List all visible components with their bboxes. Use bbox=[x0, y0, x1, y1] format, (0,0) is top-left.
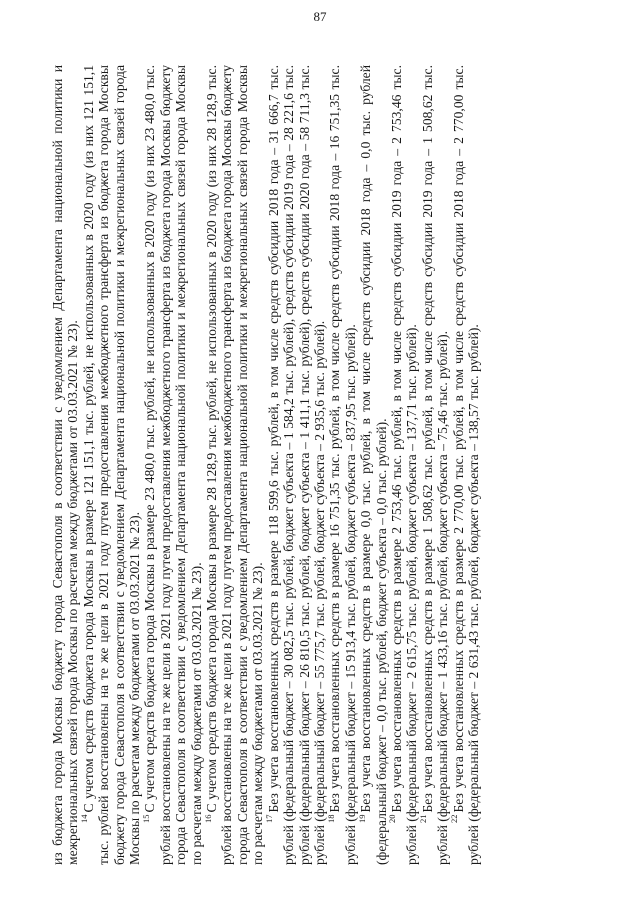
footnote-marker: 16 bbox=[202, 814, 213, 823]
footnote-17 bbox=[266, 65, 328, 865]
footnote-text: Без учета восстановленных средств в размере 2 753,46 тыс. рублей, в том числе средств субсидии 2019 года – 2 753,46 тыс. рублей (федеральный бюджет – 2 615,75 тыс. рублей, бюджет субъекта – 137,71 тыс. рублей). bbox=[388, 65, 420, 865]
footnote-marker: 17 bbox=[264, 814, 275, 823]
footnote-21 bbox=[420, 65, 451, 865]
footnote-22 bbox=[451, 65, 482, 865]
footnote-marker: 22 bbox=[449, 814, 460, 823]
footnote-marker: 19 bbox=[356, 814, 367, 823]
footnote-text: Без учета восстановленных средств в размере 16 751,35 тыс. рублей, в том числе средств субсидии 2018 года – 16 751,35 тыс. рублей (федеральный бюджет – 15 913,4 тыс. рублей, бюджет субъекта – 837,95 тыс. рублей). bbox=[327, 65, 358, 865]
footnote-text: Без учета восстановленных средств в размере 118 599,6 тыс. рублей, в том числе средств субсидии 2018 года – 31 666,7 тыс. рублей (федеральный бюджет – 30 082,5 тыс. рублей, бюджет субъекта – 1 584,2 тыс. рублей), средств субсидии 2019 года – 28 221,6 тыс. рублей (федеральный бюджет – 26 810,5 тыс. рублей, бюджет субъекта – 1 411,1 тыс. рублей), средств субсидии 2020 года – 58 711,3 тыс. рублей (федеральный бюджет – 55 775,7 тыс. рублей, бюджет субъекта – 2 935,6 тыс. рублей). bbox=[265, 65, 327, 865]
footnote-text: С учетом средств бюджета города Москвы в размере 28 128,9 тыс. рублей, не использованных в 2020 году (из них 28 128,9 тыс. рублей восстановлены на те же цели в 2021 году путем предоставления межбюджетного трансферта из бюджета города Москвы бюджету города Севастополя в соответствии с уведомлением Департамента национальной политики и межрегиональных связей города Москвы по расчетам между бюджетами от 03.03.2021 № 23). bbox=[204, 65, 266, 865]
footnote-marker: 15 bbox=[140, 814, 151, 823]
footnote-marker: 14 bbox=[79, 814, 90, 823]
footnote-text: из бюджета города Москвы бюджету города Севастополя в соответствии с уведомлением Департамента национальной политики и межрегиональных связей города Москвы по расчетам между бюджетами от 03.03.2021 № 23). bbox=[50, 65, 81, 865]
footnote-text: С учетом средств бюджета города Москвы в размере 121 151,1 тыс. рублей, не использованных в 2020 году (из них 121 151,1 тыс. рублей восстановлены на те же цели в 2021 году путем предоставления межбюджетного трансферта из бюджета города Москвы бюджету города Севастополя в соответствии с уведомлением Департамента национальной политики и межрегиональных связей города Москвы по расчетам между бюджетами от 03.03.2021 № 23). bbox=[80, 65, 143, 865]
footnote-marker: 21 bbox=[418, 814, 429, 823]
footnote-text: Без учета восстановленных средств в размере 2 770,00 тыс. рублей, в том числе средств субсидии 2018 года – 2 770,00 тыс. рублей (федеральный бюджет – 2 631,43 тыс. рублей, бюджет субъекта – 138,57 тыс. рублей). bbox=[450, 65, 481, 865]
footnotes-block bbox=[50, 65, 590, 865]
footnote-0 bbox=[50, 65, 81, 865]
footnote-text: Без учета восстановленных средств в размере 0,0 тыс. рублей, в том числе средств субсидии 2018 года – 0,0 тыс. рублей (федеральный бюджет – 0,0 тыс. рублей, бюджет субъекта – 0,0 тыс. рублей). bbox=[358, 65, 389, 865]
footnote-19 bbox=[358, 65, 389, 865]
footnote-text: Без учета восстановленных средств в размере 1 508,62 тыс. рублей, в том числе средств субсидии 2019 года – 1 508,62 тыс. рублей (федеральный бюджет – 1 433,16 тыс. рублей, бюджет субъекта – 75,46 тыс. рублей). bbox=[419, 65, 451, 865]
footnote-text: С учетом средств бюджета города Москвы в размере 23 480,0 тыс. рублей, не использованных в 2020 году (из них 23 480,0 тыс. рублей восстановлены на те же цели в 2021 году путем предоставления межбюджетного трансферта из бюджета города Москвы бюджету города Севастополя в соответствии с уведомлением Департамента национальной политики и межрегиональных связей города Москвы по расчетам между бюджетами от 03.03.2021 № 23). bbox=[142, 65, 204, 865]
footnote-16 bbox=[204, 65, 266, 865]
footnote-14 bbox=[81, 65, 143, 865]
page-number: 87 bbox=[313, 9, 327, 24]
footnote-18 bbox=[327, 65, 358, 865]
footnote-20 bbox=[389, 65, 420, 865]
footnote-15 bbox=[142, 65, 204, 865]
footnote-marker: 20 bbox=[387, 814, 398, 823]
footnote-marker: 18 bbox=[325, 814, 336, 823]
